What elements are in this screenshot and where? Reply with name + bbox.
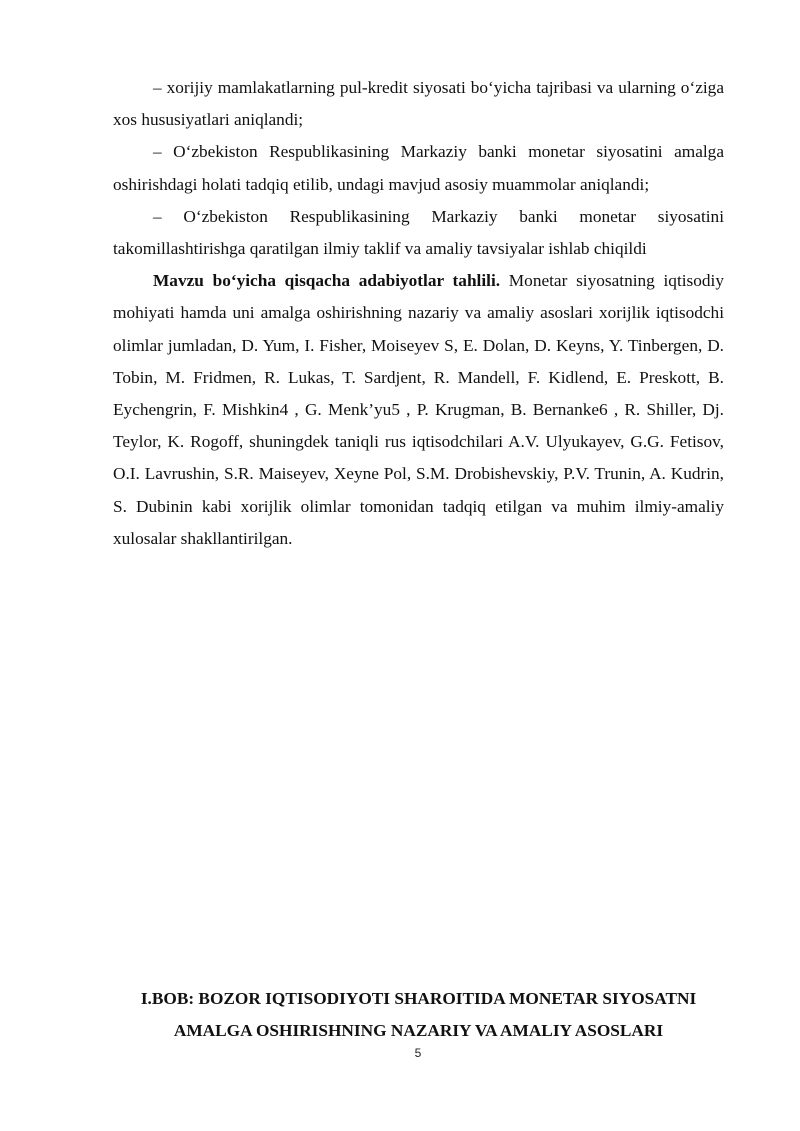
chapter-heading-line-1: I.BOB: BOZOR IQTISODIYOTI SHAROITIDA MONETAR SIYOSATNI xyxy=(140,989,697,1008)
paragraph-recommendations: – O‘zbekiston Respublikasining Markaziy banki monetar siyosatini takomillashtirishga qaratilgan ilmiy taklif va amaliy tavsiyalar ishlab chiqildi xyxy=(113,206,724,259)
literature-review-text: Monetar siyosatning iqtisodiy mohiyati hamda uni amalga oshirishning nazariy va amaliy asoslari xorijlik iqtisodchi olimlar jumladan, D. Yum, I. Fisher, Moiseyev S, E. Dolan, D. Keyns, Y. Tinbergen, D. Tobin, M. Fridmen, R. Lukas, T. Sardjent, R. Mandell, F. Kidlend, E. Preskott, B. Eychengrin, F. Mishkin4 , G. Menk’yu5 , P. Krugman, B. Bernanke6 , R. Shiller, Dj. Teylor, K. Rogoff, shuningdek taniqli rus iqtisodchilari A.V. Ulyukayev, G.G. Fetisov, O.I. Lavrushin, S.R. Maiseyev, Xeyne Pol, S.M. Drobishevskiy, P.V. Trunin, A. Kudrin, S. Dubinin kabi xorijlik olimlar tomonidan tadqiq etilgan va muhim ilmiy-amaliy xulosalar shakllantirilgan. xyxy=(113,271,724,548)
chapter-heading xyxy=(113,983,724,1047)
chapter-heading-line-2: AMALGA OSHIRISHNING NAZARIY VA AMALIY ASOSLARI xyxy=(173,1021,664,1040)
paragraph-foreign-experience: – xorijiy mamlakatlarning pul-kredit siyosati bo‘yicha tajribasi va ularning o‘ziga xos hususiyatlari aniqlandi; xyxy=(113,78,724,130)
paragraph-literature-review xyxy=(113,265,724,555)
literature-review-lead: Mavzu bo‘yicha qisqacha adabiyotlar tahlili. xyxy=(153,271,501,291)
page-number: 5 xyxy=(414,1046,422,1060)
body-text xyxy=(113,72,724,555)
paragraph-central-bank-state: – O‘zbekiston Respublikasining Markaziy banki monetar siyosatini amalga oshirishdagi holati tadqiq etilib, undagi mavjud asosiy muammolar aniqlandi; xyxy=(113,142,724,194)
